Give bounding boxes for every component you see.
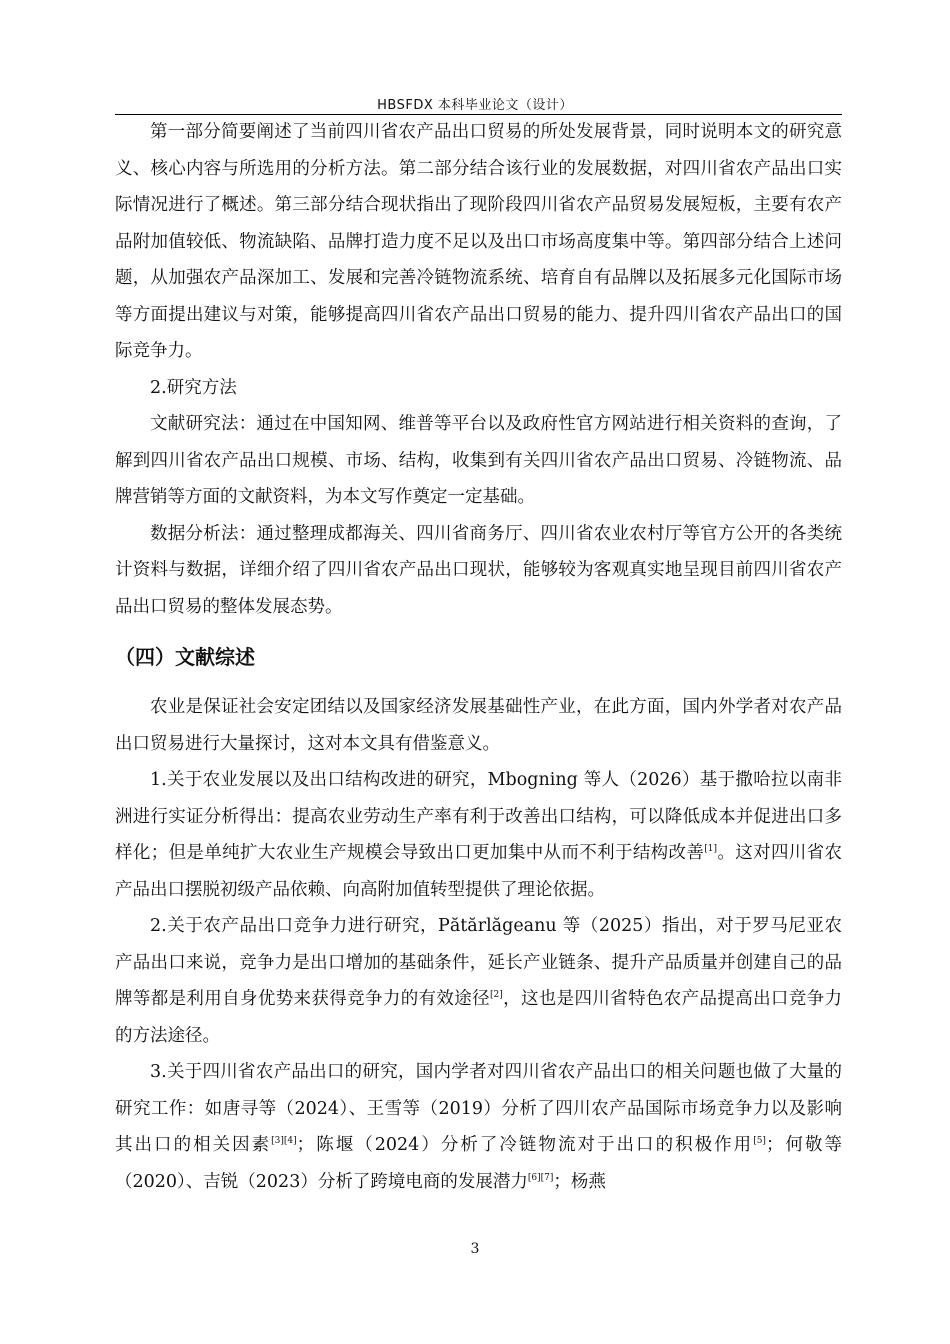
paragraph-review-intro: 农业是保证社会安定团结以及国家经济发展基础性产业，在此方面，国内外学者对农产品出口贸易进行大量探讨，这对本文具有借鉴意义。 xyxy=(115,697,842,754)
page-body xyxy=(115,114,842,1200)
citation: [1] xyxy=(704,844,718,855)
paragraph-review-3 xyxy=(115,1054,842,1200)
text: ；陈堰（2024）分析了冷链物流对于出口的积极作用 xyxy=(296,1135,754,1155)
citation: [3][4] xyxy=(271,1136,297,1147)
text: ；何敬等（2020）、吉锐（2023）分析了跨境电商的发展潜力 xyxy=(115,1135,843,1192)
paragraph-structure: 第一部分简要阐述了当前四川省农产品出口贸易的所处发展背景，同时说明本文的研究意义、核心内容与所选用的分析方法。第二部分结合该行业的发展数据，对四川省农产品出口实际情况进行了概述。第三部分结合现状指出了现阶段四川省农产品贸易发展短板，主要有农产品附加值较低、物流缺陷、品牌打造力度不足以及出口市场高度集中等。第四部分结合上述问题，从加强农产品深加工、发展和完善冷链物流系统、培育自有品牌以及拓展多元化国际市场等方面提出建议与对策，能够提高四川省农产品出口贸易的能力、提升四川省农产品出口的国际竞争力。 xyxy=(115,122,842,361)
citation: [6][7] xyxy=(527,1172,554,1183)
paragraph-data-method: 数据分析法：通过整理成都海关、四川省商务厅、四川省农业农村厅等官方公开的各类统计资料与数据，详细介绍了四川省农产品出口现状，能够较为客观真实地呈现目前四川省农产品出口贸易的整体发展态势。 xyxy=(115,523,842,617)
text: ；杨燕 xyxy=(553,1171,606,1192)
paragraph-literature-method: 文献研究法：通过在中国知网、维普等平台以及政府性官方网站进行相关资料的查询，了解到四川省农产品出口规模、市场、结构，收集到有关四川省农产品出口贸易、冷链物流、品牌营销等方面的文献资料，为本文写作奠定一定基础。 xyxy=(115,414,842,507)
text: 2.关于农产品出口竞争力进行研究，Pătărlăgeanu 等（2025）指出，对于罗马尼亚农产品出口来说，竞争力是出口增加的基础条件，延长产业链条、提升产品质量并创建自己的品牌等都是利用自身优势来获得竞争力的有效途径 xyxy=(115,916,842,1009)
paragraph-review-1 xyxy=(115,762,842,908)
paragraph-review-2 xyxy=(115,908,842,1054)
text: 3.关于四川省农产品出口的研究，国内学者对四川省农产品出口的相关问题也做了大量的研究工作：如唐寻等（2024）、王雪等（2019）分析了四川农产品国际市场竞争力以及影响其出口的相关因素 xyxy=(115,1062,842,1155)
subheading-research-methods: 2.研究方法 xyxy=(150,377,237,398)
running-header: HBSFDX 本科毕业论文（设计） xyxy=(377,98,573,113)
text: 。这对四川省农产品出口摆脱初级产品依赖、向高附加值转型提供了理论依据。 xyxy=(115,843,843,900)
citation: [2] xyxy=(489,990,503,1001)
text: ，这也是四川省特色农产品提高出口竞争力的方法途径。 xyxy=(115,989,843,1046)
section-heading-literature-review: （四）文献综述 xyxy=(115,645,255,669)
citation: [5] xyxy=(753,1136,766,1147)
page-number: 3 xyxy=(470,1241,480,1257)
text: 1.关于农业发展以及出口结构改进的研究，Mbogning 等人（2026）基于撒哈拉以南非洲进行实证分析得出：提高农业劳动生产率有利于改善出口结构，可以降低成本并促进出口多样化；但是单纯扩大农业生产规模会导致出口更加集中从而不利于结构改善 xyxy=(115,770,842,863)
